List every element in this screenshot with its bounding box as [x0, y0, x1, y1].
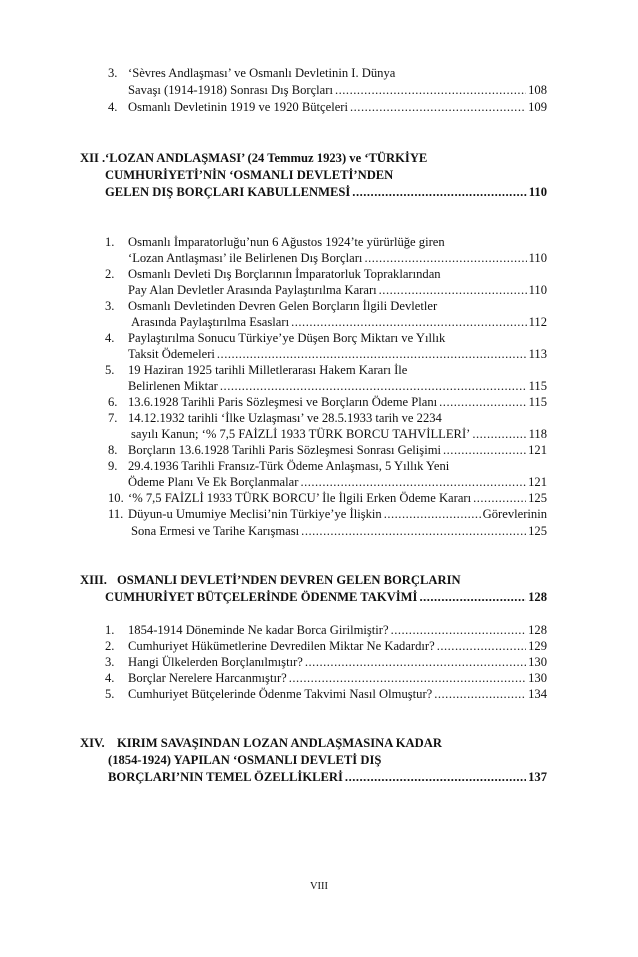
- toc-entry-xii-7[interactable]: [131, 427, 547, 442]
- toc-entry-xii-9[interactable]: [128, 475, 547, 490]
- toc-entry-text: Osmanlı Devleti Dış Borçlarının İmparatorluk Topraklarından: [128, 267, 441, 281]
- toc-entry-text: ‘% 7,5 FAİZLİ 1933 TÜRK BORCU’ İle İlgili Erken Ödeme Kararı: [128, 491, 472, 505]
- toc-entry-text: 1854-1914 Döneminde Ne kadar Borca Girilmiştir?: [128, 623, 389, 637]
- toc-entry-xiii-4[interactable]: [128, 671, 547, 686]
- leader-dots: [220, 379, 527, 394]
- toc-section-xiii[interactable]: [105, 590, 547, 605]
- toc-entry-xiii-1[interactable]: [128, 623, 547, 638]
- section-heading: ‘LOZAN ANDLAŞMASI’ (24 Temmuz 1923) ve ‘TÜRKİYE: [105, 151, 428, 165]
- leader-dots: [291, 315, 526, 330]
- page-number: 125: [528, 524, 547, 538]
- toc-entry-xii-8[interactable]: [128, 443, 547, 458]
- section-heading: OSMANLI DEVLETİ’NDEN DEVREN GELEN BORÇLARIN: [117, 573, 461, 587]
- section-heading: CUMHURİYET BÜTÇELERİNDE ÖDENME TAKVİMİ: [105, 590, 418, 604]
- item-number: 1.: [105, 235, 115, 249]
- toc-entry-text: Cumhuriyet Hükümetlerine Devredilen Miktar Ne Kadardır?: [128, 639, 435, 653]
- leader-dots: [391, 623, 527, 638]
- page-number: 128: [528, 623, 547, 637]
- leader-dots: [345, 770, 526, 785]
- toc-entry-xiii-5[interactable]: [128, 687, 547, 702]
- leader-dots: [473, 491, 526, 506]
- page-number: 134: [528, 687, 547, 701]
- toc-entry-text: Görevlerinin: [482, 507, 547, 521]
- page-number: 113: [528, 347, 547, 361]
- page-number: 108: [528, 83, 547, 97]
- toc-entry-text: Hangi Ülkelerden Borçlanılmıştır?: [128, 655, 303, 669]
- toc-entry-text: 19 Haziran 1925 tarihli Milletlerarası Hakem Kararı İle: [128, 363, 408, 377]
- toc-entry-text: 14.12.1932 tarihli ‘İlke Uzlaşması’ ve 28.5.1933 tarih ve 2234: [128, 411, 442, 425]
- leader-dots: [350, 100, 526, 115]
- toc-entry-xii-3[interactable]: [131, 315, 547, 330]
- page-number: 112: [528, 315, 547, 329]
- item-number: 3.: [108, 66, 118, 80]
- section-heading: CUMHURİYETİ’NİN ‘OSMANLI DEVLETİ’NDEN: [105, 168, 394, 182]
- leader-dots: [439, 395, 526, 410]
- toc-entry-text: Borçlar Nerelere Harcanmıştır?: [128, 671, 287, 685]
- item-number: 2.: [105, 639, 115, 653]
- toc-entry-text: Osmanlı İmparatorluğu’nun 6 Ağustos 1924’te yürürlüğe giren: [128, 235, 445, 249]
- item-number: 4.: [108, 100, 118, 114]
- item-number: 6.: [108, 395, 118, 409]
- page-number: 129: [528, 639, 547, 653]
- section-heading: (1854-1924) YAPILAN ‘OSMANLI DEVLETİ DIŞ: [108, 753, 382, 767]
- toc-entry-xii-1[interactable]: [128, 251, 547, 266]
- item-number: 1.: [105, 623, 115, 637]
- page-number: 115: [528, 379, 547, 393]
- leader-dots: [301, 524, 526, 539]
- item-number: 2.: [105, 267, 115, 281]
- toc-entry-xii-4[interactable]: [128, 347, 547, 362]
- toc-entry-xii-2[interactable]: [128, 283, 547, 298]
- toc-section-xiv[interactable]: [108, 770, 547, 785]
- page-number: 130: [528, 671, 547, 685]
- toc-entry-text: 29.4.1936 Tarihli Fransız-Türk Ödeme Anlaşması, 5 Yıllık Yeni: [128, 459, 450, 473]
- item-number: 7.: [108, 411, 118, 425]
- toc-entry-text: ‘Lozan Antlaşması’ ile Belirlenen Dış Borçları: [128, 251, 363, 265]
- leader-dots: [300, 475, 526, 490]
- page-number: 115: [528, 395, 547, 409]
- toc-entry-xii-5[interactable]: [128, 379, 547, 394]
- section-number: XII .: [80, 151, 106, 165]
- toc-entry-text: Cumhuriyet Bütçelerinde Ödenme Takvimi Nasıl Olmuştur?: [128, 687, 433, 701]
- section-heading: GELEN DIŞ BORÇLARI KABULLENMESİ: [105, 185, 351, 199]
- toc-entry-text: 13.6.1928 Tarihli Paris Sözleşmesi ve Borçların Ödeme Planı: [128, 395, 438, 409]
- leader-dots: [437, 639, 526, 654]
- toc-entry-item-3[interactable]: [128, 83, 547, 98]
- section-number: XIII.: [80, 573, 107, 587]
- page-number: 118: [528, 427, 547, 441]
- item-number: 3.: [105, 655, 115, 669]
- toc-entry-xii-11-line1: [128, 507, 547, 522]
- item-number: 5.: [105, 363, 115, 377]
- toc-entry-xiii-3[interactable]: [128, 655, 547, 670]
- leader-dots: [217, 347, 527, 362]
- toc-entry-text: Osmanlı Devletinden Devren Gelen Borçların İlgili Devletler: [128, 299, 438, 313]
- item-number: 4.: [105, 331, 115, 345]
- section-heading: KIRIM SAVAŞINDAN LOZAN ANDLAŞMASINA KADAR: [117, 736, 442, 750]
- item-number: 4.: [105, 671, 115, 685]
- toc-entry-text: Ödeme Planı Ve Ek Borçlanmalar: [128, 475, 299, 489]
- toc-entry-text: Borçların 13.6.1928 Tarihli Paris Sözleşmesi Sonrası Gelişimi: [128, 443, 441, 457]
- toc-entry-item-4[interactable]: [128, 100, 547, 115]
- page-number: 121: [528, 475, 547, 489]
- leader-dots: [379, 283, 527, 298]
- page-number: 110: [528, 185, 547, 199]
- item-number: 10.: [108, 491, 124, 505]
- toc-entry-text: Paylaştırılma Sonucu Türkiye’ye Düşen Borç Miktarı ve Yıllık: [128, 331, 446, 345]
- page-number: 130: [528, 655, 547, 669]
- page-number: 109: [528, 100, 547, 114]
- item-number: 3.: [105, 299, 115, 313]
- toc-entry-text: Arasında Paylaştırılma Esasları: [131, 315, 290, 329]
- leader-dots: [434, 687, 526, 702]
- page-number: 110: [528, 283, 547, 297]
- leader-dots: [352, 185, 527, 200]
- leader-dots: [384, 507, 481, 522]
- section-number: XIV.: [80, 736, 105, 750]
- page-number: 121: [528, 443, 547, 457]
- toc-entry-xii-11[interactable]: [131, 524, 547, 539]
- item-number: 8.: [108, 443, 118, 457]
- toc-entry-xiii-2[interactable]: [128, 639, 547, 654]
- toc-entry-text: sayılı Kanun; ‘% 7,5 FAİZLİ 1933 TÜRK BORCU TAHVİLLERİ’: [131, 427, 471, 441]
- leader-dots: [335, 83, 526, 98]
- toc-entry-text: Pay Alan Devletler Arasında Paylaştırılma Kararı: [128, 283, 377, 297]
- item-number: 9.: [108, 459, 118, 473]
- footer-page-number: VIII: [309, 881, 329, 892]
- leader-dots: [289, 671, 526, 686]
- toc-section-xii[interactable]: [105, 185, 547, 200]
- page-number: 128: [528, 590, 547, 604]
- toc-entry-text: Belirlenen Miktar: [128, 379, 218, 393]
- page-number: 137: [528, 770, 547, 784]
- section-heading: BORÇLARI’NIN TEMEL ÖZELLİKLERİ: [108, 770, 343, 784]
- page-number: 125: [528, 491, 547, 505]
- leader-dots: [364, 251, 526, 266]
- toc-entry-text: Savaşı (1914-1918) Sonrası Dış Borçları: [128, 83, 333, 97]
- item-number: 5.: [105, 687, 115, 701]
- page-number: 110: [528, 251, 547, 265]
- toc-entry-xii-10[interactable]: [128, 491, 547, 506]
- toc-entry-text: Taksit Ödemeleri: [128, 347, 215, 361]
- toc-entry-text: Düyun-u Umumiye Meclisi’nin Türkiye’ye İlişkin: [128, 507, 382, 521]
- leader-dots: [419, 590, 526, 605]
- toc-entry-text: Osmanlı Devletinin 1919 ve 1920 Bütçeleri: [128, 100, 348, 114]
- leader-dots: [305, 655, 526, 670]
- leader-dots: [472, 427, 526, 442]
- leader-dots: [443, 443, 526, 458]
- item-number: 11.: [108, 507, 124, 521]
- toc-entry-xii-6[interactable]: [128, 395, 547, 410]
- toc-entry-text: ‘Sèvres Andlaşması’ ve Osmanlı Devletinin I. Dünya: [128, 66, 396, 80]
- toc-entry-text: Sona Ermesi ve Tarihe Karışması: [131, 524, 300, 538]
